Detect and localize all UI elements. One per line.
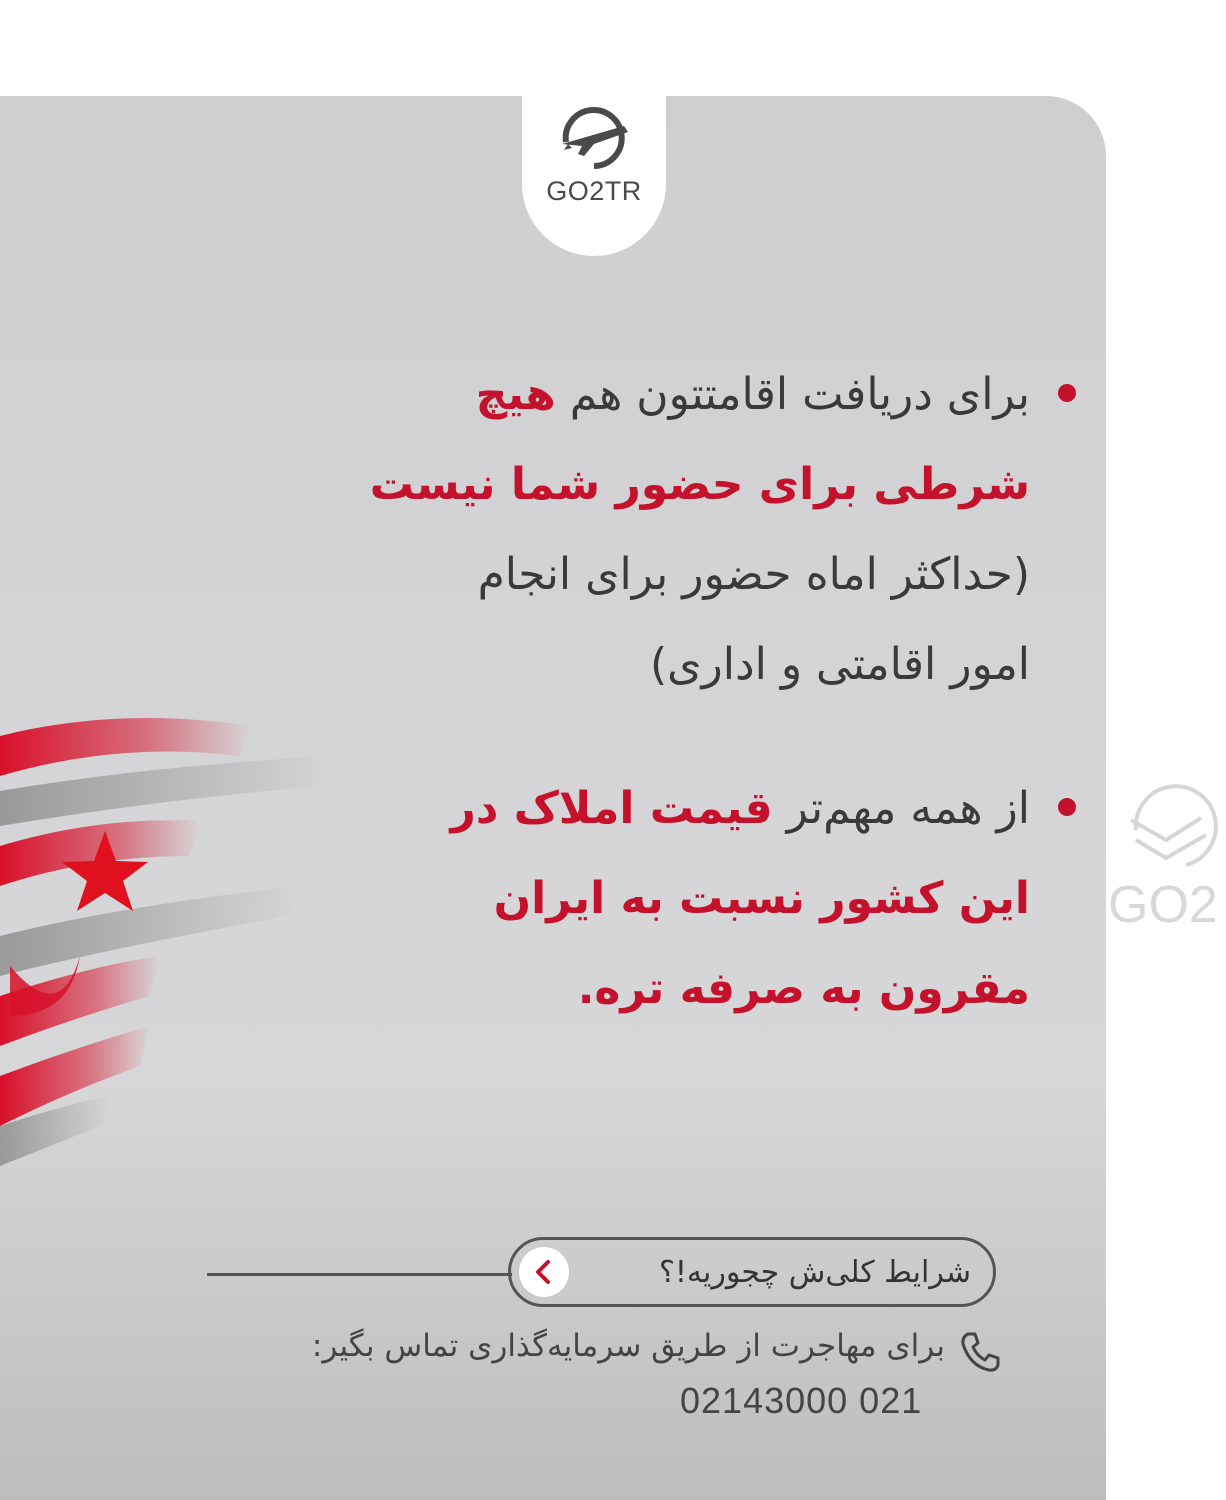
cta-label: شرایط کلی‌ش چجوریه!؟ [658, 1254, 971, 1290]
bullet-2-line-1: از همه مهم‌تر قیمت املاک در [450, 783, 1030, 834]
bullet-dot [1058, 384, 1076, 402]
chevron-left-icon [533, 1259, 555, 1285]
bullet-2 [270, 764, 1030, 1034]
cta-arrow-button[interactable] [519, 1247, 569, 1297]
bullet-1 [270, 350, 1030, 710]
logo-text: GO2TR [546, 176, 642, 206]
bullet-2-line-2: این کشور نسبت به ایران [493, 873, 1030, 924]
phone-number[interactable]: 02143000 021 [680, 1380, 923, 1421]
bullet-dot [1058, 798, 1076, 816]
bullet-1-line-4: امور اقامتی و اداری) [649, 639, 1030, 690]
plane-logo-icon [554, 104, 634, 174]
bullet-1-line-1: برای دریافت اقامتتون هم هیچ [475, 369, 1030, 420]
logo-badge [522, 96, 666, 256]
cta-button[interactable] [508, 1237, 996, 1307]
watermark-text: GO2 [1108, 876, 1218, 934]
cta-divider [207, 1273, 512, 1276]
phone-icon [958, 1330, 1002, 1374]
watermark [1106, 770, 1218, 950]
watermark-logo-icon [1106, 770, 1226, 870]
bullet-2-line-3: مقرون به صرفه تره. [577, 963, 1030, 1014]
contact-label: برای مهاجرت از طریق سرمایه‌گذاری تماس بگیر: [311, 1328, 945, 1364]
bullet-1-line-2: شرطی برای حضور شما نیست [369, 459, 1030, 510]
bullet-1-line-3: (حداکثر اماه حضور برای انجام [477, 549, 1030, 600]
